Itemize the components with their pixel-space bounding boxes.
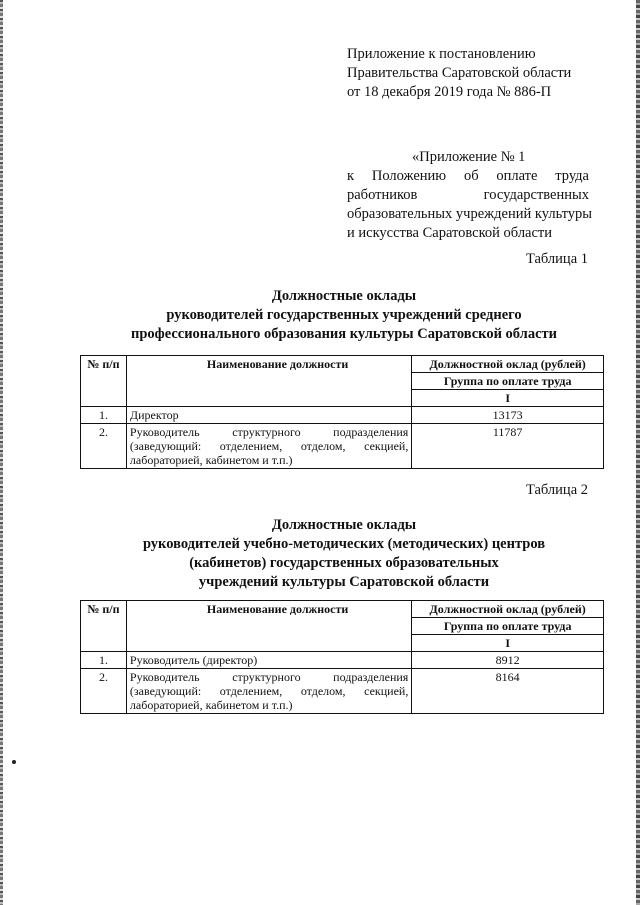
table2-title: [40, 516, 640, 592]
row-num: 1.: [81, 407, 127, 424]
row-salary: 8164: [412, 669, 604, 714]
annex-line: образовательных учреждений культуры: [347, 206, 593, 222]
table2: [80, 600, 604, 714]
annex-header: [347, 148, 593, 243]
table1-label: Таблица 1: [525, 251, 588, 267]
decree-header: [347, 45, 597, 102]
table1-header-name: Наименование должности: [126, 356, 411, 407]
table2-title-line: (кабинетов) государственных образовательных: [189, 555, 499, 571]
table2-title-line: руководителей учебно-методических (методических) центров: [142, 536, 546, 552]
annex-line: и искусства Саратовской области: [347, 225, 553, 241]
annex-line: работников государственных: [347, 187, 589, 203]
row-position: Руководитель структурного подразделения (заведующий: отделением, отделом, секцией, лабораторией, кабинетом и т.п.): [126, 669, 411, 714]
table1-title-line: руководителей государственных учреждений среднего: [166, 307, 522, 323]
table2-header-salary: Должностной оклад (рублей): [412, 601, 604, 618]
table2-header-num: № п/п: [81, 601, 127, 652]
table2-title-line: учреждений культуры Саратовской области: [198, 574, 490, 590]
table1-title-line: Должностные оклады: [271, 288, 417, 304]
row-position: Директор: [126, 407, 411, 424]
table1-header-salary: Должностной оклад (рублей): [412, 356, 604, 373]
table2-header-name: Наименование должности: [126, 601, 411, 652]
scan-speck: [12, 760, 16, 764]
table1-title: [40, 287, 640, 344]
table-row: [81, 424, 604, 469]
table-row: [81, 407, 604, 424]
table1-header-num: № п/п: [81, 356, 127, 407]
table-row: [81, 652, 604, 669]
annex-line: «Приложение № 1: [412, 149, 526, 165]
table1-title-line: профессионального образования культуры Саратовской области: [131, 326, 557, 342]
row-position: Руководитель (директор): [126, 652, 411, 669]
decree-header-line: Правительства Саратовской области: [347, 65, 572, 81]
row-salary: 8912: [412, 652, 604, 669]
table1-header-group-num: I: [412, 390, 604, 407]
table2-label: Таблица 2: [525, 482, 588, 498]
scan-edge-left: [0, 0, 3, 905]
row-salary: 13173: [412, 407, 604, 424]
decree-header-line: Приложение к постановлению: [347, 46, 536, 62]
row-num: 2.: [81, 669, 127, 714]
table1-header-group: Группа по оплате труда: [412, 373, 604, 390]
table2-header-group: Группа по оплате труда: [412, 618, 604, 635]
row-num: 1.: [81, 652, 127, 669]
scan-edge-right: [636, 0, 640, 905]
table2-title-line: Должностные оклады: [271, 517, 417, 533]
row-salary: 11787: [412, 424, 604, 469]
table-row: [81, 669, 604, 714]
table2-header-group-num: I: [412, 635, 604, 652]
table1: [80, 355, 604, 469]
decree-header-line: от 18 декабря 2019 года № 886-П: [347, 84, 552, 100]
annex-line: к Положению об оплате труда: [347, 168, 589, 184]
row-num: 2.: [81, 424, 127, 469]
row-position: Руководитель структурного подразделения (заведующий: отделением, отделом, секцией, лабораторией, кабинетом и т.п.): [126, 424, 411, 469]
